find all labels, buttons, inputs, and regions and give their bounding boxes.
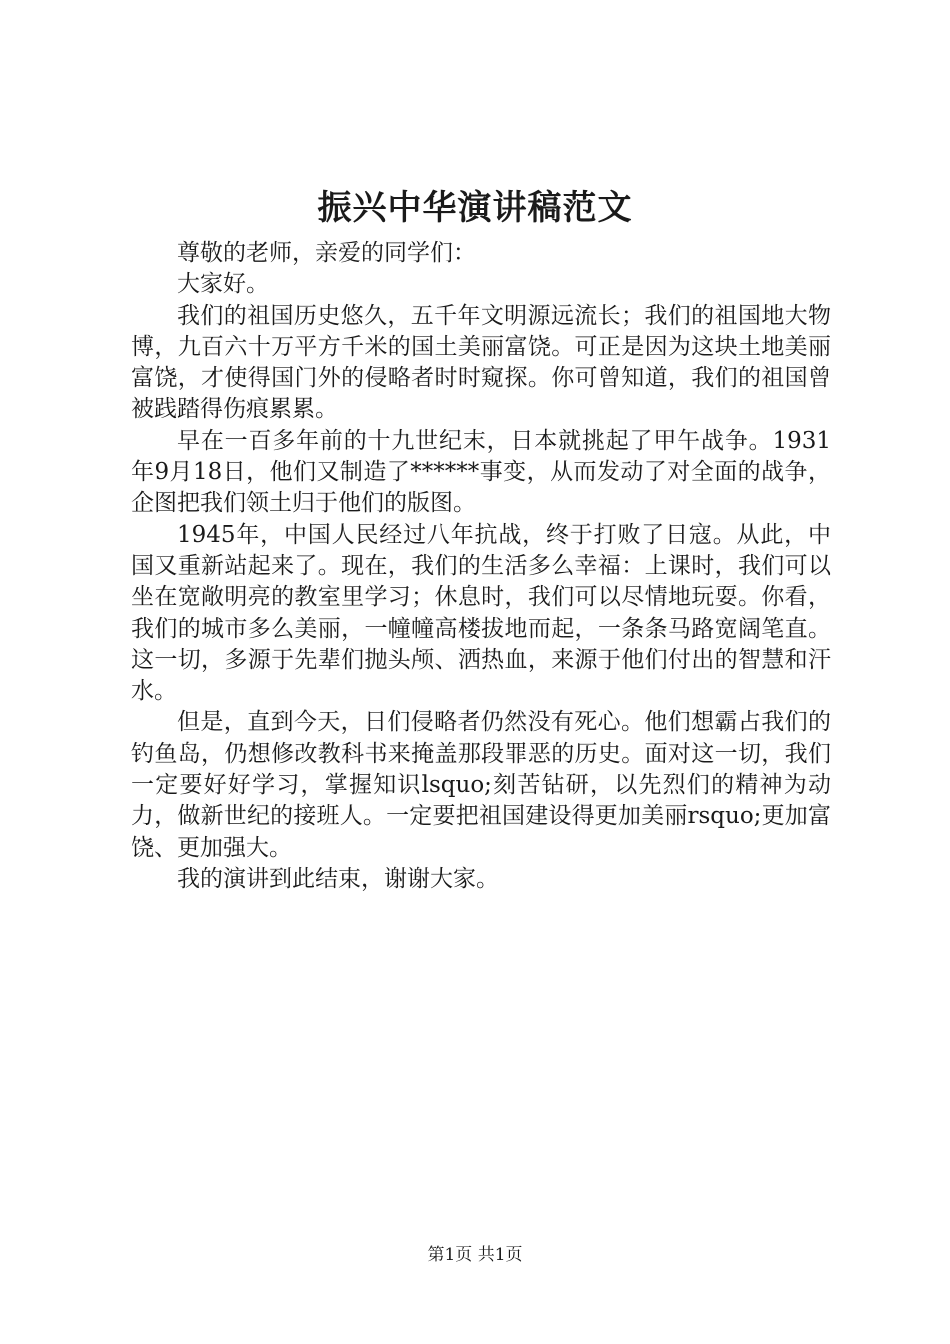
body-paragraph: 我们的祖国历史悠久，五千年文明源远流长；我们的祖国地大物博，九百六十万平方千米的国土美丽富饶。可正是因为这块土地美丽富饶，才使得国门外的侵略者时时窥探。你可曾知道，我们的祖国曾被践踏得伤痕累累。 bbox=[131, 302, 831, 423]
document-body bbox=[131, 238, 831, 895]
salutation-paragraph: 尊敬的老师，亲爱的同学们： bbox=[177, 240, 476, 266]
page-number-footer: 第1页 共1页 bbox=[427, 1245, 523, 1265]
document-title: 振兴中华演讲稿范文 bbox=[317, 188, 633, 228]
body-paragraph: 1945年，中国人民经过八年抗战，终于打败了日寇。从此，中国又重新站起来了。现在，我们的生活多么幸福：上课时，我们可以坐在宽敞明亮的教室里学习；休息时，我们可以尽情地玩耍。你看，我们的城市多么美丽，一幢幢高楼拔地而起，一条条马路宽阔笔直。这一切，多源于先辈们抛头颅、洒热血，来源于他们付出的智慧和汗水。 bbox=[131, 521, 831, 705]
body-paragraph: 但是，直到今天，日们侵略者仍然没有死心。他们想霸占我们的钓鱼岛，仍想修改教科书来掩盖那段罪恶的历史。面对这一切，我们一定要好好学习，掌握知识lsquo;刻苦钻研，以先烈们的精神为动力，做新世纪的接班人。一定要把祖国建设得更加美丽rsquo;更加富饶、更加强大。 bbox=[131, 709, 831, 861]
greeting-paragraph: 大家好。 bbox=[177, 271, 269, 298]
body-paragraph: 早在一百多年前的十九世纪末，日本就挑起了甲午战争。1931年9月18日，他们又制造了******事变，从而发动了对全面的战争，企图把我们领土归于他们的版图。 bbox=[131, 427, 831, 517]
closing-paragraph: 我的演讲到此结束，谢谢大家。 bbox=[177, 865, 499, 892]
